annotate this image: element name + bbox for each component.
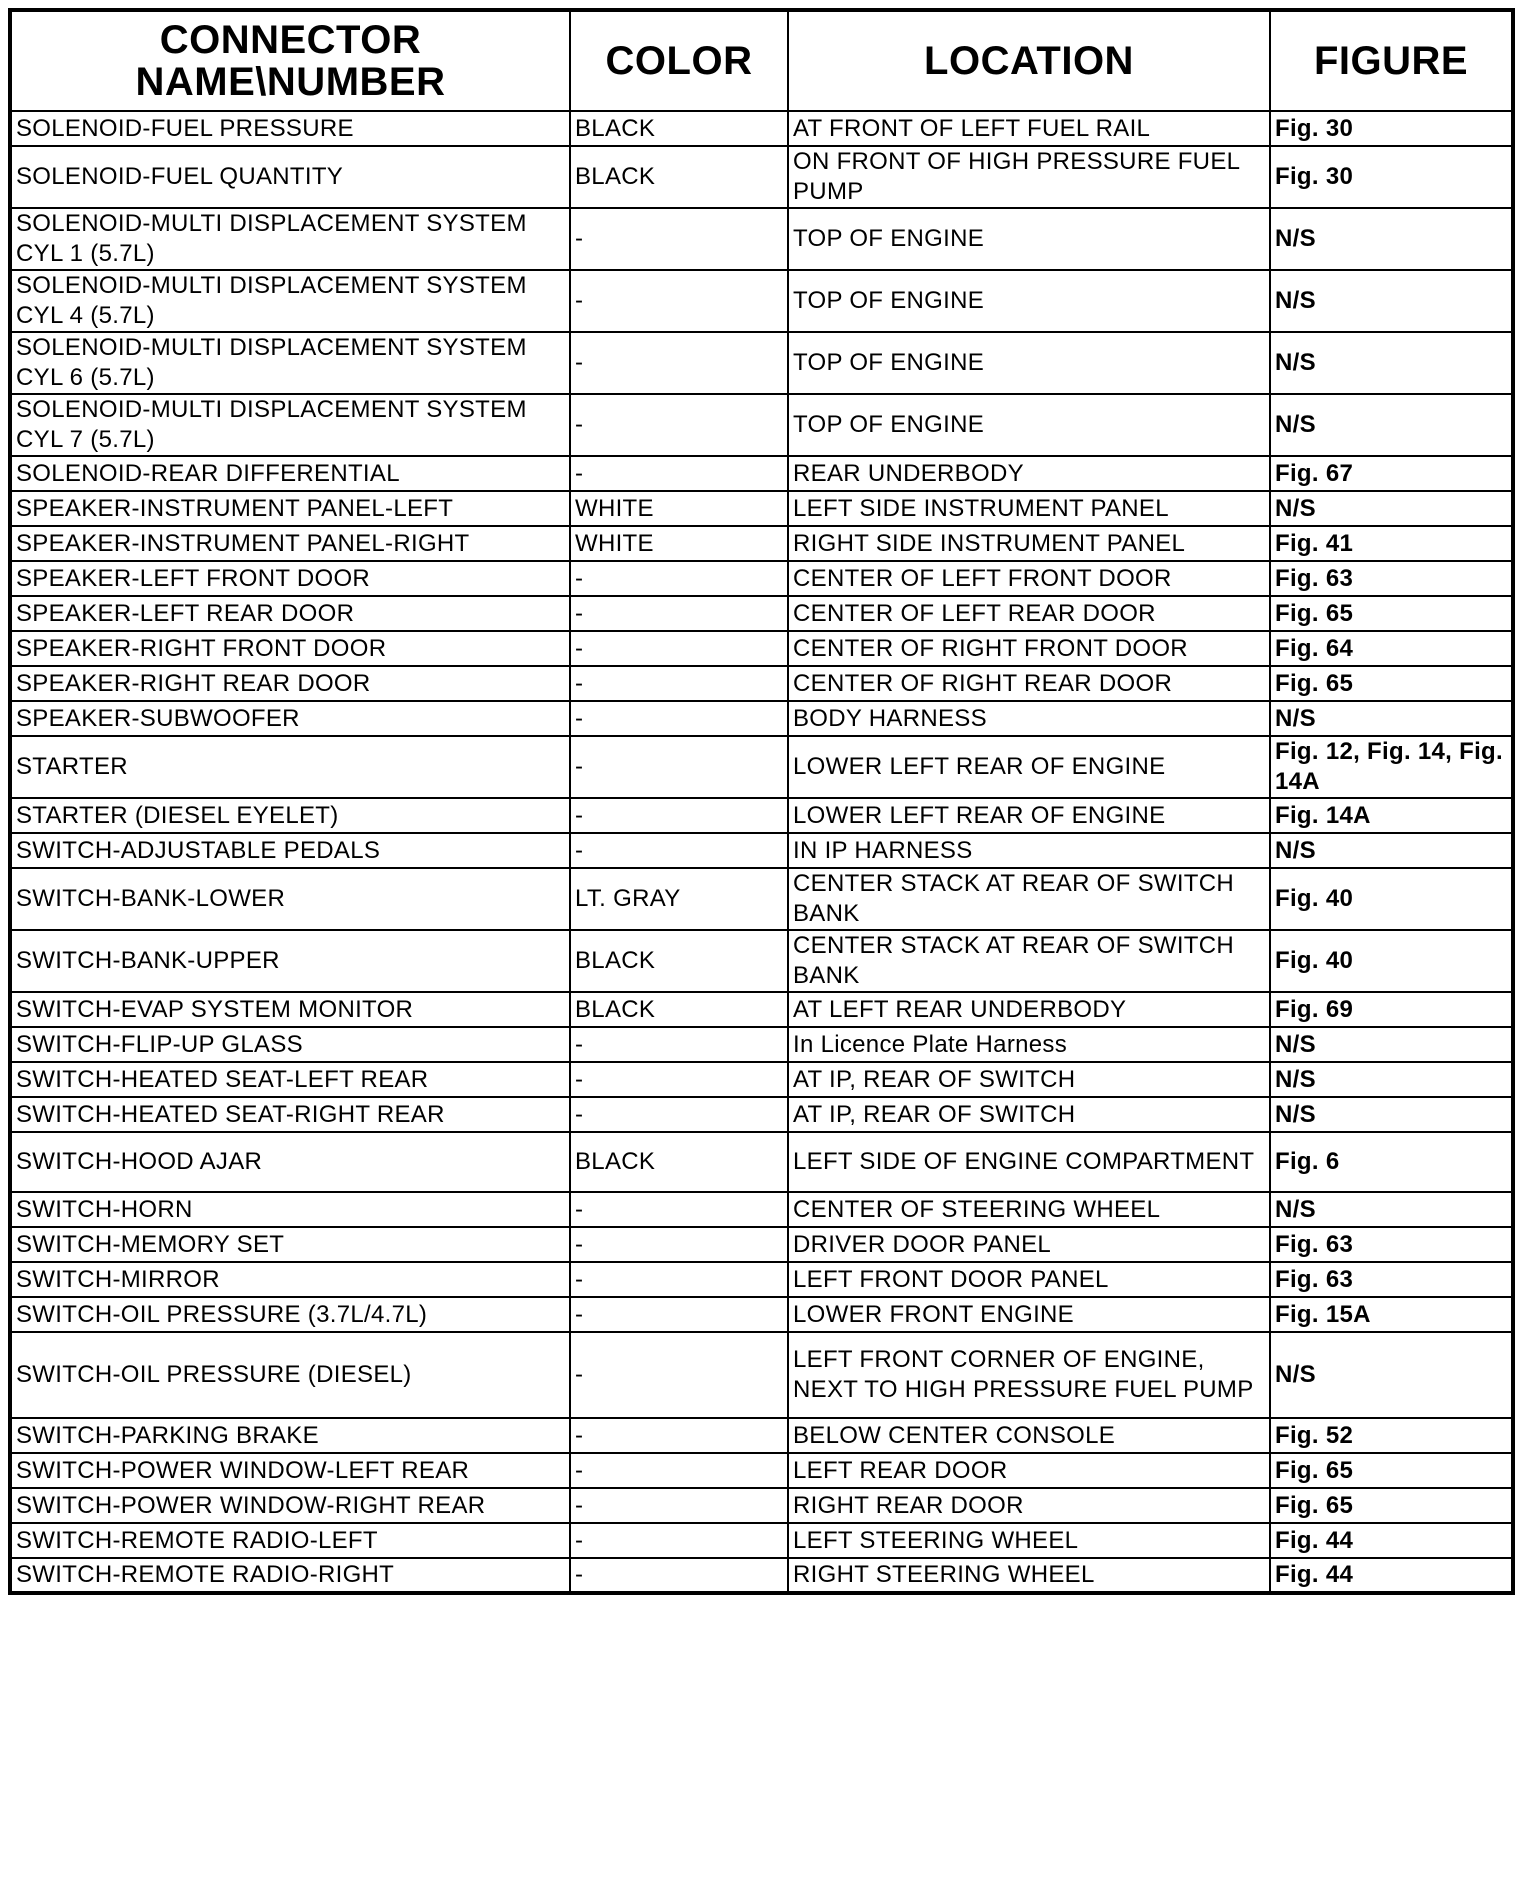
- cell-connector-name: STARTER (DIESEL EYELET): [10, 798, 570, 833]
- table-row: [10, 526, 1513, 561]
- cell-connector-name: SPEAKER-RIGHT REAR DOOR: [10, 666, 570, 701]
- table-row: [10, 798, 1513, 833]
- cell-color: -: [570, 1558, 788, 1593]
- cell-figure: N/S: [1270, 491, 1513, 526]
- cell-location: CENTER OF STEERING WHEEL: [788, 1192, 1270, 1227]
- cell-connector-name: SWITCH-HEATED SEAT-RIGHT REAR: [10, 1097, 570, 1132]
- cell-figure: Fig. 40: [1270, 868, 1513, 930]
- cell-figure: Fig. 40: [1270, 930, 1513, 992]
- cell-figure: Fig. 63: [1270, 1227, 1513, 1262]
- table-row: [10, 270, 1513, 332]
- cell-color: -: [570, 208, 788, 270]
- cell-location: LEFT SIDE INSTRUMENT PANEL: [788, 491, 1270, 526]
- cell-connector-name: SOLENOID-FUEL QUANTITY: [10, 146, 570, 208]
- cell-connector-name: SWITCH-MIRROR: [10, 1262, 570, 1297]
- cell-figure: Fig. 67: [1270, 456, 1513, 491]
- cell-figure: Fig. 30: [1270, 111, 1513, 146]
- cell-connector-name: SPEAKER-INSTRUMENT PANEL-LEFT: [10, 491, 570, 526]
- cell-color: -: [570, 666, 788, 701]
- cell-figure: Fig. 6: [1270, 1132, 1513, 1192]
- cell-location: RIGHT SIDE INSTRUMENT PANEL: [788, 526, 1270, 561]
- cell-figure: N/S: [1270, 701, 1513, 736]
- table-row: [10, 631, 1513, 666]
- cell-location: AT LEFT REAR UNDERBODY: [788, 992, 1270, 1027]
- header-connector-name: [10, 10, 570, 111]
- cell-location: CENTER STACK AT REAR OF SWITCH BANK: [788, 930, 1270, 992]
- cell-figure: Fig. 12, Fig. 14, Fig. 14A: [1270, 736, 1513, 798]
- cell-color: -: [570, 596, 788, 631]
- cell-location: TOP OF ENGINE: [788, 208, 1270, 270]
- table-row: [10, 701, 1513, 736]
- cell-location: CENTER OF RIGHT FRONT DOOR: [788, 631, 1270, 666]
- cell-color: -: [570, 1227, 788, 1262]
- table-row: [10, 208, 1513, 270]
- cell-connector-name: SWITCH-MEMORY SET: [10, 1227, 570, 1262]
- cell-figure: Fig. 65: [1270, 1453, 1513, 1488]
- table-row: [10, 456, 1513, 491]
- cell-figure: Fig. 65: [1270, 666, 1513, 701]
- table-row: [10, 1488, 1513, 1523]
- table-body: [10, 111, 1513, 1593]
- table-row: [10, 992, 1513, 1027]
- cell-location: RIGHT STEERING WHEEL: [788, 1558, 1270, 1593]
- cell-color: -: [570, 456, 788, 491]
- cell-connector-name: STARTER: [10, 736, 570, 798]
- table-row: [10, 491, 1513, 526]
- cell-connector-name: SWITCH-FLIP-UP GLASS: [10, 1027, 570, 1062]
- cell-figure: N/S: [1270, 270, 1513, 332]
- cell-location: CENTER OF LEFT REAR DOOR: [788, 596, 1270, 631]
- cell-figure: N/S: [1270, 208, 1513, 270]
- table-row: [10, 596, 1513, 631]
- cell-location: LOWER LEFT REAR OF ENGINE: [788, 736, 1270, 798]
- cell-connector-name: SOLENOID-MULTI DISPLACEMENT SYSTEM CYL 1 (5.7L): [10, 208, 570, 270]
- table-row: [10, 1453, 1513, 1488]
- table-row: [10, 1558, 1513, 1593]
- cell-location: CENTER OF RIGHT REAR DOOR: [788, 666, 1270, 701]
- cell-location: LEFT REAR DOOR: [788, 1453, 1270, 1488]
- table-row: [10, 1192, 1513, 1227]
- cell-color: -: [570, 736, 788, 798]
- cell-location: AT IP, REAR OF SWITCH: [788, 1097, 1270, 1132]
- cell-connector-name: SWITCH-HEATED SEAT-LEFT REAR: [10, 1062, 570, 1097]
- cell-color: -: [570, 798, 788, 833]
- cell-connector-name: SPEAKER-INSTRUMENT PANEL-RIGHT: [10, 526, 570, 561]
- table-row: [10, 666, 1513, 701]
- cell-connector-name: SWITCH-REMOTE RADIO-LEFT: [10, 1523, 570, 1558]
- cell-figure: Fig. 15A: [1270, 1297, 1513, 1332]
- cell-color: -: [570, 833, 788, 868]
- cell-figure: Fig. 65: [1270, 596, 1513, 631]
- cell-color: -: [570, 270, 788, 332]
- cell-color: -: [570, 1262, 788, 1297]
- cell-color: BLACK: [570, 111, 788, 146]
- cell-figure: N/S: [1270, 1097, 1513, 1132]
- cell-figure: Fig. 65: [1270, 1488, 1513, 1523]
- cell-connector-name: SWITCH-POWER WINDOW-RIGHT REAR: [10, 1488, 570, 1523]
- table-row: [10, 1097, 1513, 1132]
- cell-figure: Fig. 14A: [1270, 798, 1513, 833]
- cell-connector-name: SPEAKER-SUBWOOFER: [10, 701, 570, 736]
- cell-color: -: [570, 332, 788, 394]
- table-row: [10, 1227, 1513, 1262]
- cell-figure: Fig. 63: [1270, 1262, 1513, 1297]
- cell-connector-name: SWITCH-HORN: [10, 1192, 570, 1227]
- table-row: [10, 146, 1513, 208]
- cell-figure: Fig. 69: [1270, 992, 1513, 1027]
- cell-location: TOP OF ENGINE: [788, 332, 1270, 394]
- cell-figure: Fig. 41: [1270, 526, 1513, 561]
- cell-figure: N/S: [1270, 833, 1513, 868]
- cell-color: BLACK: [570, 146, 788, 208]
- header-row: [10, 10, 1513, 111]
- cell-location: AT FRONT OF LEFT FUEL RAIL: [788, 111, 1270, 146]
- cell-color: -: [570, 1453, 788, 1488]
- table-row: [10, 1132, 1513, 1192]
- header-connector-line2: NAME\NUMBER: [135, 60, 446, 104]
- cell-figure: N/S: [1270, 1062, 1513, 1097]
- cell-location: TOP OF ENGINE: [788, 270, 1270, 332]
- cell-figure: Fig. 52: [1270, 1418, 1513, 1453]
- table-row: [10, 736, 1513, 798]
- header-connector-line1: CONNECTOR: [159, 18, 422, 62]
- cell-color: -: [570, 1192, 788, 1227]
- cell-location: TOP OF ENGINE: [788, 394, 1270, 456]
- cell-figure: Fig. 63: [1270, 561, 1513, 596]
- cell-connector-name: SOLENOID-MULTI DISPLACEMENT SYSTEM CYL 6 (5.7L): [10, 332, 570, 394]
- header-location: LOCATION: [788, 10, 1270, 111]
- table-row: [10, 1418, 1513, 1453]
- cell-color: BLACK: [570, 930, 788, 992]
- table-row: [10, 561, 1513, 596]
- cell-figure: N/S: [1270, 332, 1513, 394]
- table-header: [10, 10, 1513, 111]
- cell-connector-name: SOLENOID-MULTI DISPLACEMENT SYSTEM CYL 4 (5.7L): [10, 270, 570, 332]
- cell-color: -: [570, 1097, 788, 1132]
- table-row: [10, 394, 1513, 456]
- cell-connector-name: SPEAKER-RIGHT FRONT DOOR: [10, 631, 570, 666]
- header-color: COLOR: [570, 10, 788, 111]
- connector-table-container: [8, 8, 1511, 1595]
- cell-location: LEFT SIDE OF ENGINE COMPARTMENT: [788, 1132, 1270, 1192]
- cell-connector-name: SWITCH-BANK-LOWER: [10, 868, 570, 930]
- cell-color: WHITE: [570, 491, 788, 526]
- cell-color: BLACK: [570, 992, 788, 1027]
- cell-connector-name: SWITCH-OIL PRESSURE (3.7L/4.7L): [10, 1297, 570, 1332]
- cell-location: LEFT FRONT CORNER OF ENGINE, NEXT TO HIGH PRESSURE FUEL PUMP: [788, 1332, 1270, 1418]
- cell-figure: Fig. 64: [1270, 631, 1513, 666]
- cell-location: LOWER LEFT REAR OF ENGINE: [788, 798, 1270, 833]
- cell-figure: Fig. 30: [1270, 146, 1513, 208]
- cell-color: WHITE: [570, 526, 788, 561]
- cell-connector-name: SOLENOID-FUEL PRESSURE: [10, 111, 570, 146]
- cell-location: LEFT FRONT DOOR PANEL: [788, 1262, 1270, 1297]
- cell-connector-name: SPEAKER-LEFT FRONT DOOR: [10, 561, 570, 596]
- cell-connector-name: SOLENOID-REAR DIFFERENTIAL: [10, 456, 570, 491]
- cell-location: ON FRONT OF HIGH PRESSURE FUEL PUMP: [788, 146, 1270, 208]
- cell-color: BLACK: [570, 1132, 788, 1192]
- cell-connector-name: SPEAKER-LEFT REAR DOOR: [10, 596, 570, 631]
- connector-table: [8, 8, 1515, 1595]
- cell-color: -: [570, 701, 788, 736]
- table-row: [10, 111, 1513, 146]
- cell-connector-name: SOLENOID-MULTI DISPLACEMENT SYSTEM CYL 7 (5.7L): [10, 394, 570, 456]
- table-row: [10, 1297, 1513, 1332]
- cell-figure: N/S: [1270, 1192, 1513, 1227]
- cell-connector-name: SWITCH-REMOTE RADIO-RIGHT: [10, 1558, 570, 1593]
- table-row: [10, 868, 1513, 930]
- cell-color: -: [570, 394, 788, 456]
- cell-location: DRIVER DOOR PANEL: [788, 1227, 1270, 1262]
- cell-color: -: [570, 561, 788, 596]
- cell-location: BELOW CENTER CONSOLE: [788, 1418, 1270, 1453]
- cell-location: CENTER OF LEFT FRONT DOOR: [788, 561, 1270, 596]
- cell-location: CENTER STACK AT REAR OF SWITCH BANK: [788, 868, 1270, 930]
- cell-color: -: [570, 1488, 788, 1523]
- table-row: [10, 1027, 1513, 1062]
- cell-color: -: [570, 631, 788, 666]
- table-row: [10, 1523, 1513, 1558]
- table-row: [10, 1262, 1513, 1297]
- cell-location: In Licence Plate Harness: [788, 1027, 1270, 1062]
- cell-color: -: [570, 1332, 788, 1418]
- table-row: [10, 1332, 1513, 1418]
- cell-color: -: [570, 1523, 788, 1558]
- cell-location: IN IP HARNESS: [788, 833, 1270, 868]
- cell-color: -: [570, 1297, 788, 1332]
- cell-color: LT. GRAY: [570, 868, 788, 930]
- cell-location: AT IP, REAR OF SWITCH: [788, 1062, 1270, 1097]
- cell-connector-name: SWITCH-POWER WINDOW-LEFT REAR: [10, 1453, 570, 1488]
- cell-figure: Fig. 44: [1270, 1523, 1513, 1558]
- cell-color: -: [570, 1062, 788, 1097]
- cell-connector-name: SWITCH-BANK-UPPER: [10, 930, 570, 992]
- cell-color: -: [570, 1418, 788, 1453]
- cell-location: LOWER FRONT ENGINE: [788, 1297, 1270, 1332]
- cell-connector-name: SWITCH-OIL PRESSURE (DIESEL): [10, 1332, 570, 1418]
- cell-figure: N/S: [1270, 1332, 1513, 1418]
- cell-connector-name: SWITCH-EVAP SYSTEM MONITOR: [10, 992, 570, 1027]
- cell-figure: Fig. 44: [1270, 1558, 1513, 1593]
- cell-color: -: [570, 1027, 788, 1062]
- table-row: [10, 930, 1513, 992]
- table-row: [10, 1062, 1513, 1097]
- cell-location: LEFT STEERING WHEEL: [788, 1523, 1270, 1558]
- cell-connector-name: SWITCH-PARKING BRAKE: [10, 1418, 570, 1453]
- header-figure: FIGURE: [1270, 10, 1513, 111]
- cell-connector-name: SWITCH-HOOD AJAR: [10, 1132, 570, 1192]
- cell-location: RIGHT REAR DOOR: [788, 1488, 1270, 1523]
- table-row: [10, 833, 1513, 868]
- cell-figure: N/S: [1270, 1027, 1513, 1062]
- cell-location: REAR UNDERBODY: [788, 456, 1270, 491]
- cell-figure: N/S: [1270, 394, 1513, 456]
- cell-connector-name: SWITCH-ADJUSTABLE PEDALS: [10, 833, 570, 868]
- cell-location: BODY HARNESS: [788, 701, 1270, 736]
- table-row: [10, 332, 1513, 394]
